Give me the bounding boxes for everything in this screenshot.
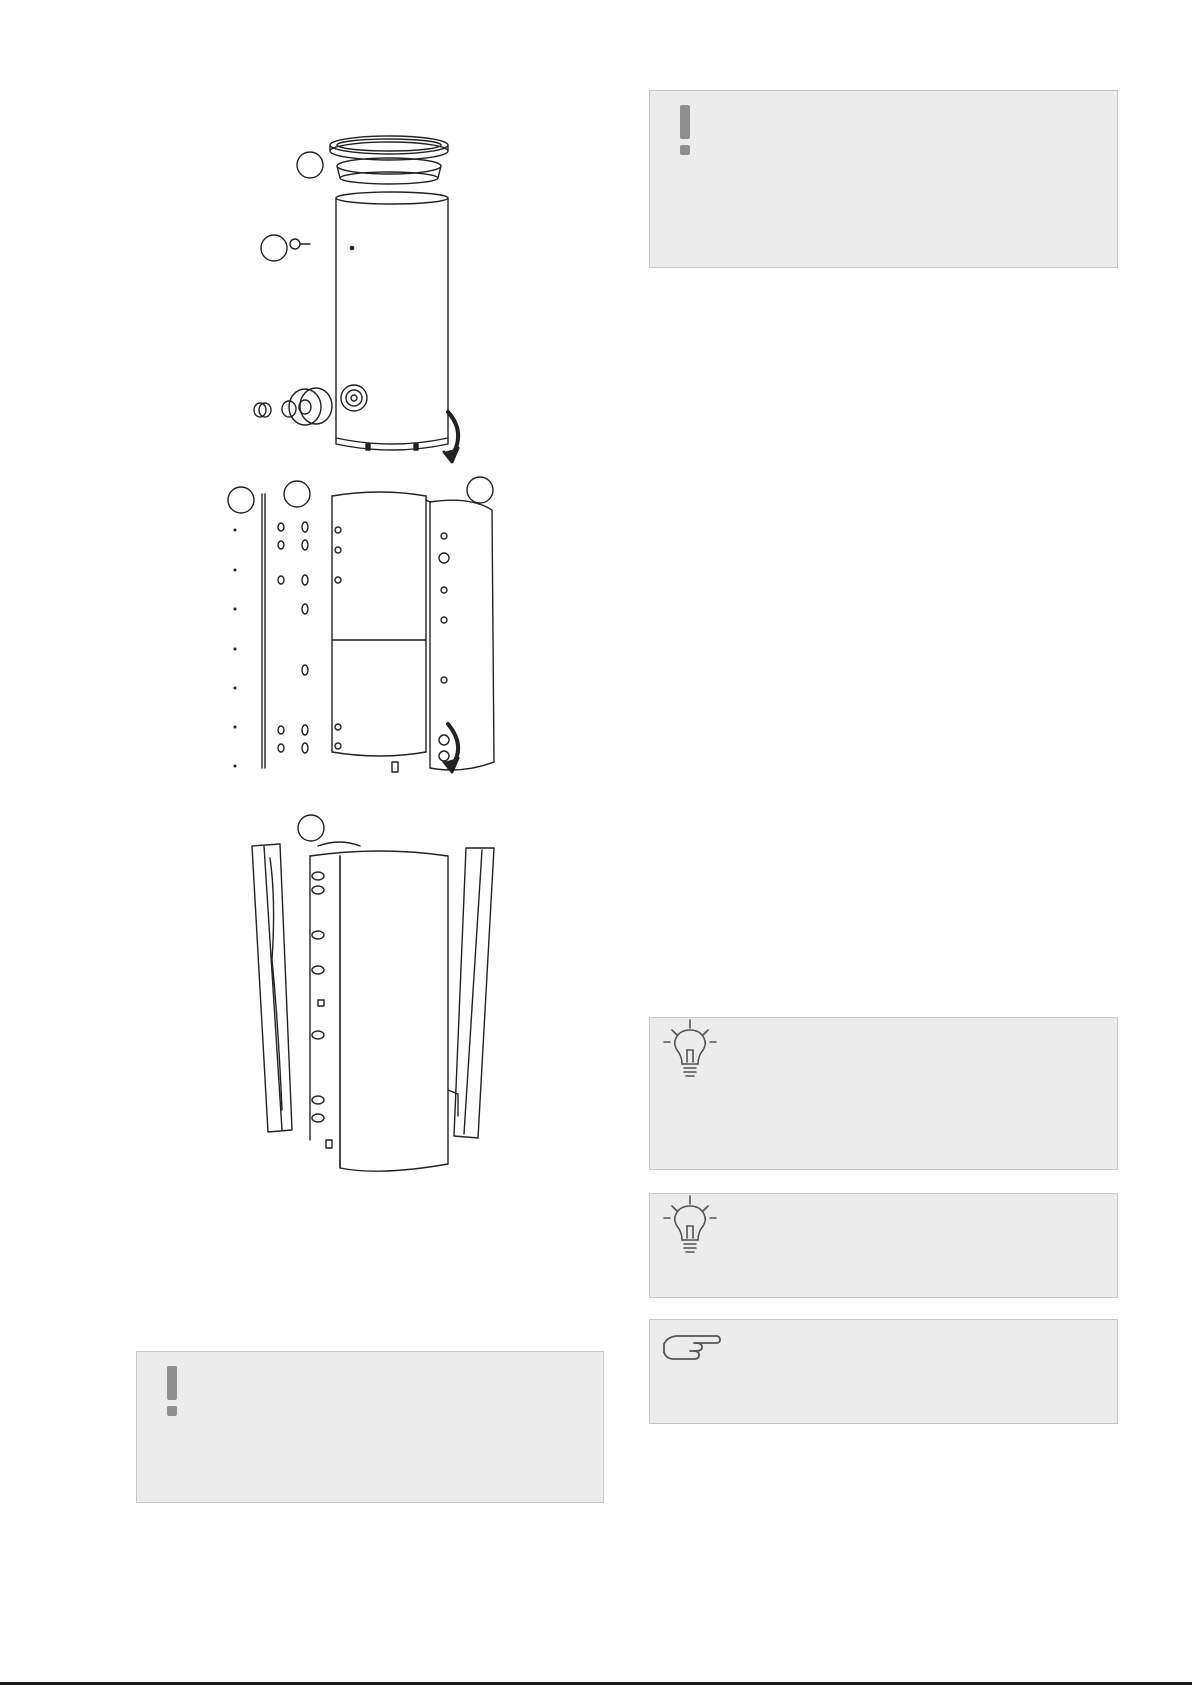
tip-notice-2 <box>649 1193 1118 1298</box>
exclamation-icon <box>674 103 696 157</box>
lightbulb-icon <box>660 1194 720 1260</box>
pointing-hand-icon <box>660 1330 722 1364</box>
stage-3-insulation <box>252 815 494 1171</box>
exclamation-icon <box>161 1364 183 1418</box>
note-notice <box>649 1319 1118 1424</box>
stage-2-panels <box>228 477 494 772</box>
lightbulb-icon <box>660 1018 720 1084</box>
tip-notice-1 <box>649 1017 1118 1170</box>
caution-notice-top-right <box>649 90 1118 268</box>
caution-notice-bottom-left <box>136 1351 604 1503</box>
stage-1-tank <box>254 136 458 462</box>
